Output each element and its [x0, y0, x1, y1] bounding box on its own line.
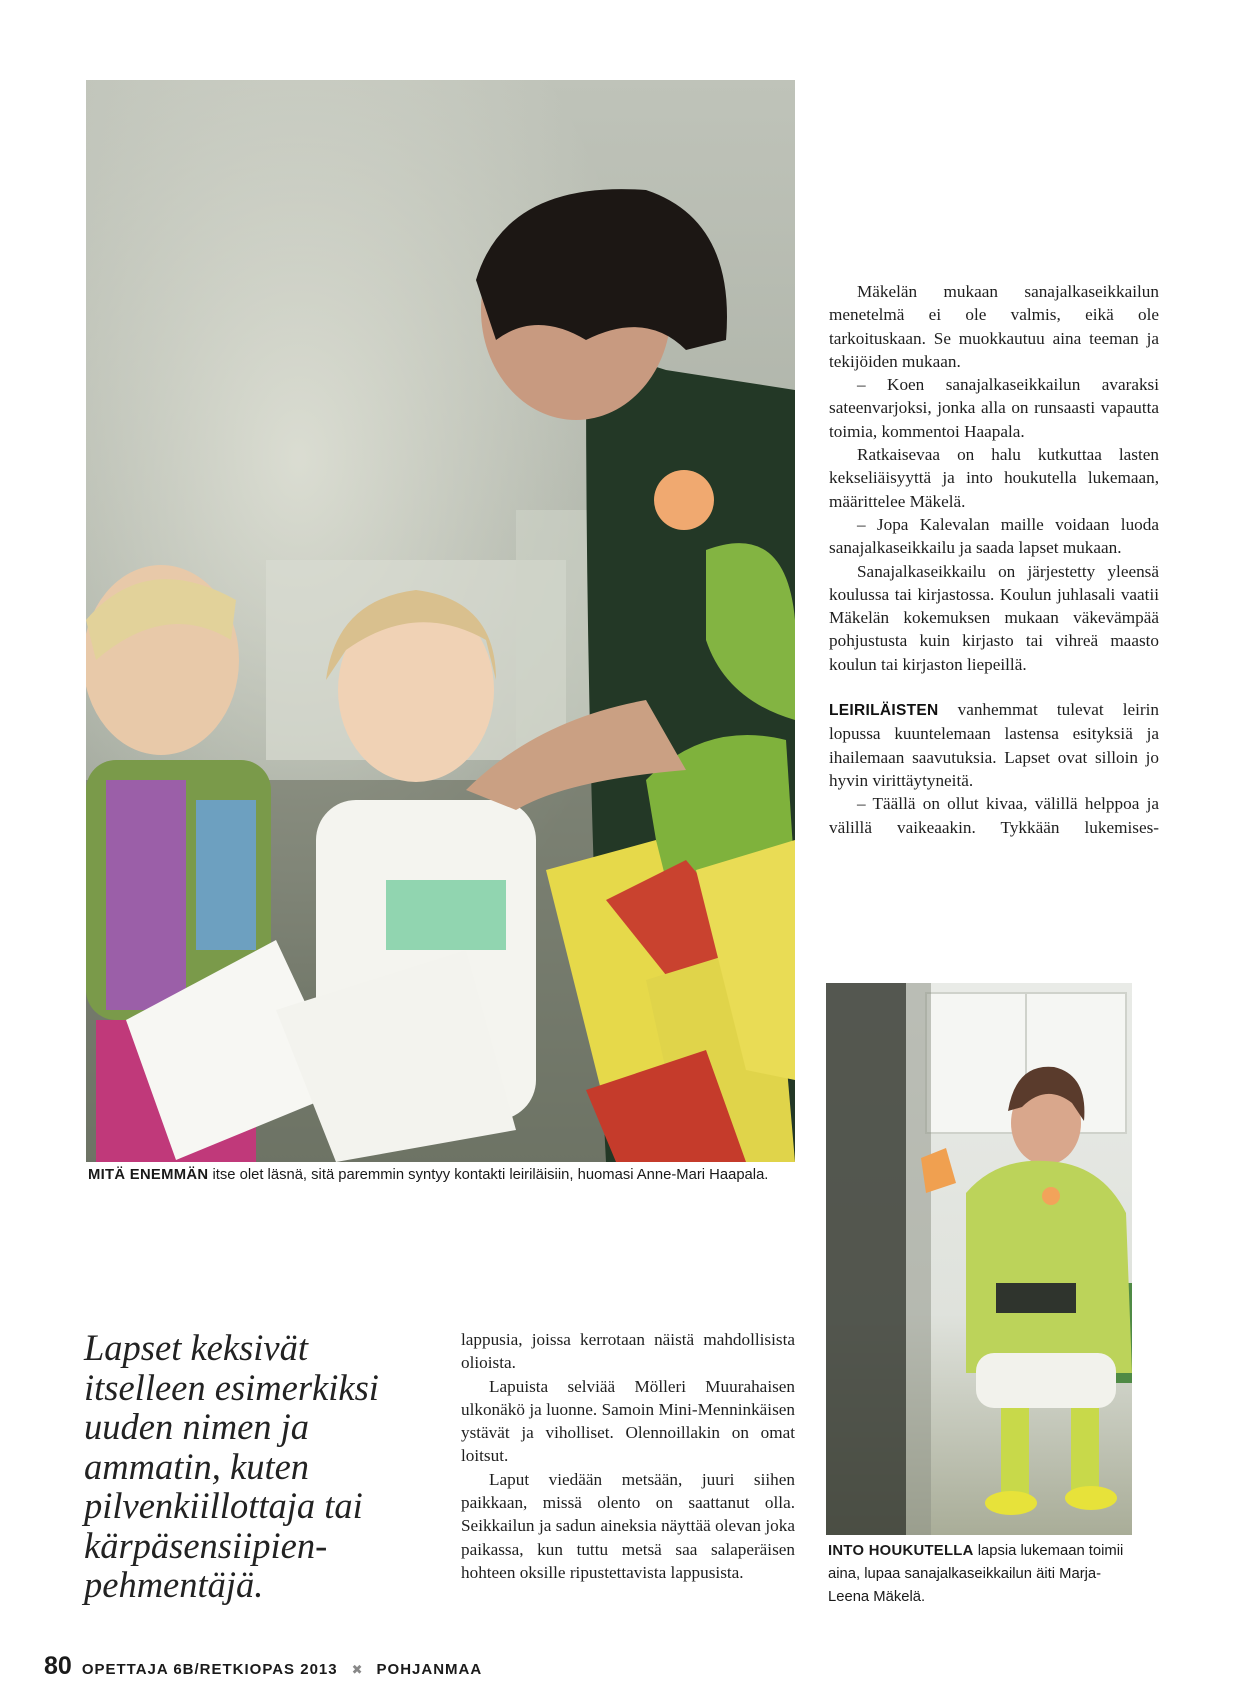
section-lead: LEIRILÄISTEN [829, 702, 939, 720]
small-caption-lead: INTO HOUKUTELLA [828, 1543, 974, 1559]
article-paragraph: – Jopa Kalevalan maille voidaan luoda sanajalkaseikkailu ja saada lapset mukaan. [829, 514, 1159, 558]
article-paragraph: Ratkaisevaa on halu kutkuttaa lasten kekseliäisyyttä ja into houkutella lukemaan, määrittelee Mäkelä. [829, 445, 1159, 511]
main-photo-caption [88, 1164, 788, 1187]
article-right-column [829, 280, 1159, 839]
page-footer [44, 1652, 482, 1681]
small-photo-caption [828, 1540, 1138, 1609]
main-photo-image [86, 80, 795, 1162]
article-paragraph: Laput viedään metsään, juuri siihen paikkaan, missä olento on saattanut olla. Seikkailun ja sadun aineksia näyttää olevan joka paikassa, kun tuttu metsä saa salaperäisen hohteen oksille ripustettavista lappusista. [461, 1469, 795, 1582]
pull-quote-line: kärpäsensiipien- [84, 1524, 328, 1566]
section-paragraph [829, 698, 1159, 792]
pull-quote-line: uuden nimen ja [84, 1406, 310, 1447]
article-paragraph: lappusia, joissa kerrotaan näistä mahdollisista olioista. [461, 1330, 795, 1373]
separator-icon: ✖ [351, 1662, 363, 1677]
pull-quote-line: pehmentäjä. [84, 1564, 264, 1605]
article-paragraph: Mäkelän mukaan sanajalkaseikkailun menetelmä ei ole valmis, eikä ole tarkoituskaan. Se muokkautuu aina teeman ja tekijöiden mukaan. [829, 282, 1159, 371]
article-paragraph: Lapuista selviää Mölleri Muurahaisen ulkonäkö ja luonne. Samoin Mini-Menninkäisen ystävät ja viholliset. Olennoillakin on omat loitsut. [461, 1376, 795, 1466]
pull-quote-line: pilvenkiillottaja tai [84, 1485, 363, 1526]
section-text: vanhemmat tulevat leirin lopussa kuuntelemaan lastensa esityksiä ja ihailemaan saavutuksia. Lapset ovat silloin jo hyvin virittäytyneitä. [829, 700, 1159, 790]
publication-name: OPETTAJA 6B/RETKIOPAS 2013 [81, 1661, 338, 1678]
article-bottom-column [461, 1328, 795, 1584]
main-caption-text: itse olet läsnä, sitä paremmin syntyy kontakti leiriläisiin, huomasi Anne-Mari Haapala. [212, 1167, 769, 1183]
small-photo-image [826, 983, 1132, 1535]
region-name: POHJANMAA [376, 1661, 483, 1678]
pull-quote-line: ammatin, kuten [84, 1445, 310, 1487]
article-paragraph: Sanajalkaseikkailu on järjestetty yleensä koulussa tai kirjastossa. Koulun juhlasali vaatii Mäkelän kokemuksen mukaan väkevämpää pohjustusta kuin kirjasto tai vihreä maasto koulun tai kirjaston liepeillä. [829, 561, 1159, 674]
small-caption-text: lapsia lukemaan toimii aina, lupaa sanajalkaseikkailun äiti Marja-Leena Mäkelä. [828, 1543, 1124, 1605]
section-quote: – Täällä on ollut kivaa, välillä helppoa ja välillä vaikeaakin. Tykkään lukemises- [829, 794, 1159, 837]
pull-quote [84, 1328, 414, 1605]
small-photo [826, 983, 1132, 1535]
page-number: 80 [44, 1652, 72, 1680]
article-paragraph: – Koen sanajalkaseikkailun avaraksi sateenvarjoksi, jonka alla on runsaasti vapautta toimia, kommentoi Haapala. [829, 375, 1159, 441]
pull-quote-line: Lapset keksivät [84, 1327, 309, 1368]
pull-quote-line: itselleen esimerkiksi [84, 1366, 379, 1408]
main-caption-lead: MITÄ ENEMMÄN [88, 1167, 209, 1183]
main-photo [86, 80, 795, 1162]
